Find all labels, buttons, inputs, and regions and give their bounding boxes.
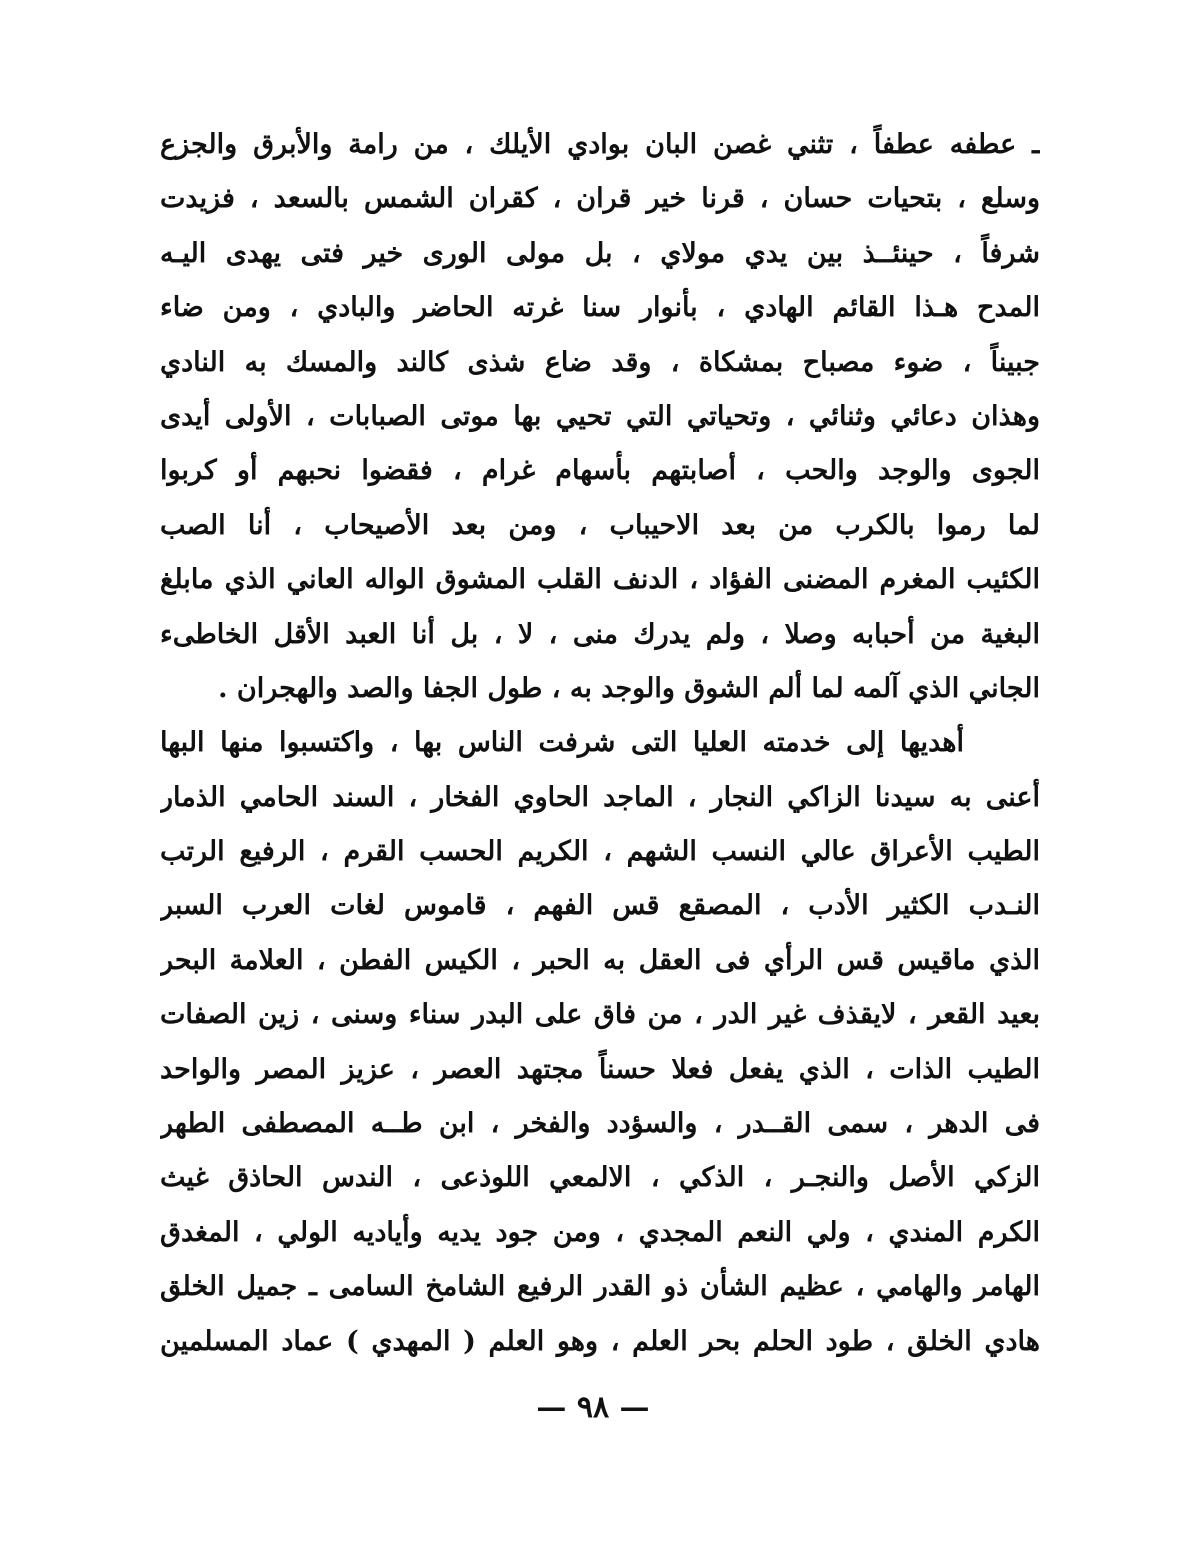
text-line: الهامر والهامي ، عظيم الشأن ذو القدر الرفيع الشامخ السامى ـ جميل الخلق: [160, 1271, 1040, 1303]
text-line: الجوى والوجد والحب ، أصابتهم بأسهام غرام ، فقضوا نحبهم أو كربوا: [160, 455, 1040, 487]
text-line: الجاني الذي آلمه لما ألم الشوق والوجد به ، طول الجفا والصد والهجران .: [218, 672, 1040, 704]
text-line: ـ عطفه عطفاً ، تثني غصن البان بوادي الأيلك ، من رامة والأبرق والجزع: [160, 129, 1040, 160]
text-line: لما رموا بالكرب من بعد الاحيباب ، ومن بعد الأصيحاب ، أنا الصب: [160, 509, 1040, 541]
text-line: وسلع ، بتحيات حسان ، قرنا خير قران ، كقران الشمس بالسعد ، فزيدت: [160, 183, 1040, 215]
page-number: — ٩٨ —: [536, 1390, 650, 1425]
text-line: النـدب الكثير الأدب ، المصقع قس الفهم ، قاموس لغات العرب السبر: [160, 890, 1040, 922]
text-line: الذي ماقيس قس الرأي فى العقل به الحبر ، الكيس الفطن ، العلامة البحر: [160, 944, 1040, 976]
text-line: وهذان دعائي وثنائي ، وتحياتي التي تحيي بها موتى الصبابات ، الأولى أيدى: [160, 400, 1040, 432]
text-line: الطيب الأعراق عالي النسب الشهم ، الكريم الحسب القرم ، الرفيع الرتب: [160, 836, 1040, 868]
text-line: الكرم المندي ، ولي النعم المجدي ، ومن جود يديه وأياديه الولي ، المغدق: [160, 1216, 1040, 1248]
text-line: جبيناً ، ضوء مصباح بمشكاة ، وقد ضاع شذى كالند والمسك به النادي: [160, 346, 1040, 378]
text-line: فى الدهر ، سمى القــدر ، والسؤدد والفخر ، ابن طــه المصطفى الطهر: [160, 1108, 1040, 1140]
text-line: أهديها إلى خدمته العليا التى شرفت الناس بها ، واكتسبوا منها البها: [160, 727, 964, 759]
text-line: البغية من أحبابه وصلا ، ولم يدرك منى ، لا ، بل أنا العبد الأقل الخاطىء: [160, 618, 1040, 650]
text-line: المدح هـذا القائم الهادي ، بأنوار سنا غرته الحاضر والبادي ، ومن ضاء: [160, 292, 1040, 324]
text-line: بعيد القعر ، لايقذف غير الدر ، من فاق على البدر سناء وسنى ، زين الصفات: [160, 999, 1040, 1031]
body-text: [160, 118, 1040, 1369]
text-line: أعنى به سيدنا الزاكي النجار ، الماجد الحاوي الفخار ، السند الحامي الذمار: [160, 781, 1040, 813]
text-line: هادي الخلق ، طود الحلم بحر العلم ، وهو العلم ( المهدي ) عماد المسلمين: [160, 1325, 1040, 1357]
text-line: الطيب الذات ، الذي يفعل فعلا حسناً مجتهد العصر ، عزيز المصر والواحد: [160, 1053, 1040, 1085]
text-line: الكئيب المغرم المضنى الفؤاد ، الدنف القلب المشوق الواله العاني الذي مابلغ: [160, 564, 1040, 596]
text-line: الزكي الأصل والنجـر ، الذكي ، الالمعي اللوذعى ، الندس الحاذق غيث: [160, 1162, 1040, 1194]
text-line: شرفاً ، حينئــذ بين يدي مولاي ، بل مولى الورى خير فتى يهدى اليـه: [160, 237, 1040, 269]
